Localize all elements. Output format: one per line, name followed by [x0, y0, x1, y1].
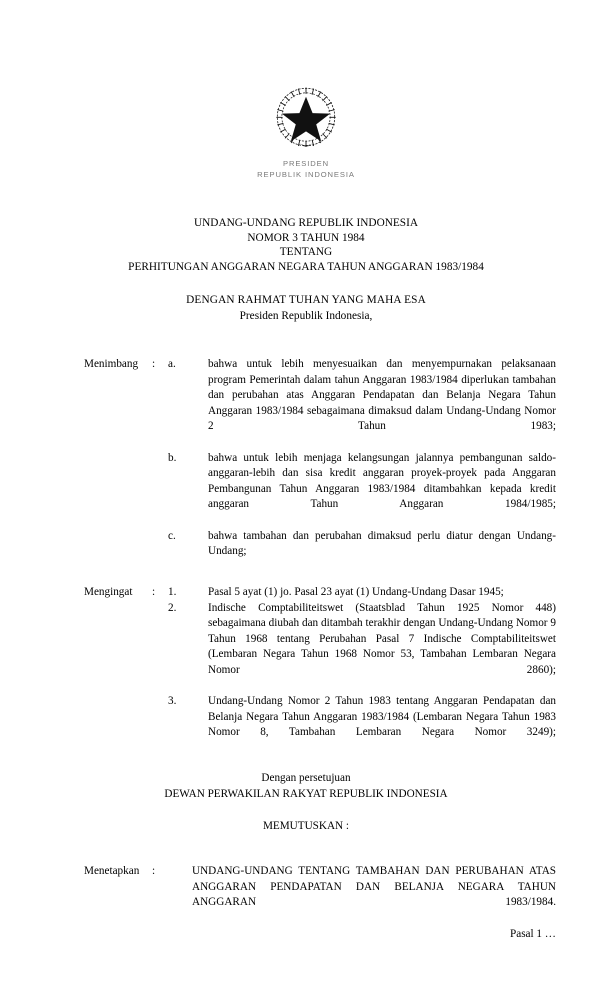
list-item-marker: 2.: [168, 601, 177, 614]
list-item-text: bahwa untuk lebih menyesuaikan dan menyempurnakan pelaksanaan program Pemerintah dalam tahun Anggaran 1983/1984 diperlukan tambahan dan perubahan atas Anggaran Pendapatan dan Belanja Negara Tahun Anggaran 1983/1984 sebagaimana dimaksud dalam Undang-Undang Nomor 2 Tahun 1983;: [208, 358, 556, 433]
list-item-text: bahwa tambahan dan perubahan dimaksud perlu diatur dengan Undang-Undang;: [208, 529, 556, 558]
list-item-marker: a.: [168, 358, 176, 370]
list-item: [84, 451, 556, 529]
list-item: [84, 694, 556, 756]
consent-block: [0, 770, 612, 802]
considerations-block: [84, 357, 556, 575]
title-line-tentang: TENTANG: [279, 246, 333, 259]
emblem-caption-line2: REPUBLIK INDONESIA: [257, 169, 355, 179]
legal-basis-label: Mengingat: [84, 586, 133, 598]
invocation-line2: Presiden Republik Indonesia,: [239, 310, 373, 322]
legal-basis-list: [84, 585, 556, 757]
enactment-text: UNDANG-UNDANG TENTANG TAMBAHAN DAN PERUBAHAN ATAS ANGGARAN PENDAPATAN DAN BELANJA NEGARA TAHUN ANGGARAN 1983/1984.: [192, 865, 556, 909]
emblem-caption-line1: PRESIDEN: [282, 159, 330, 168]
considerations-list: [84, 357, 556, 575]
invocation-line1: DENGAN RAHMAT TUHAN YANG MAHA ESA: [186, 294, 426, 306]
consent-line1: Dengan persetujuan: [261, 772, 351, 784]
list-item-marker: c.: [168, 529, 176, 542]
list-item-marker: b.: [168, 451, 177, 464]
list-item-text: Indische Comptabiliteitswet (Staatsblad Tahun 1925 Nomor 448) sebagaimana diubah dan ditambah terakhir dengan Undang-Undang Nomor 9 Tahun 1968 tentang Perubahan Pasal 7 Indische Comptabiliteitswet (Lembaran Negara Tahun 1968 Nomor 53, Tambahan Lembaran Negara Nomor 2860);: [208, 601, 556, 676]
invocation-block: [0, 292, 612, 324]
consent-line2: DEWAN PERWAKILAN RAKYAT REPUBLIK INDONESIA: [164, 788, 448, 800]
title-line-number: NOMOR 3 TAHUN 1984: [247, 231, 365, 244]
enactment-label: Menetapkan: [84, 865, 140, 877]
list-item-text: Undang-Undang Nomor 2 Tahun 1983 tentang Anggaran Pendapatan dan Belanja Negara Tahun Anggaran 1983/1984 (Lembaran Negara Tahun 1983 Nomor 8, Tambahan Lembaran Negara Nomor 3249);: [208, 695, 556, 739]
emblem-caption: [0, 159, 612, 180]
list-item: [84, 529, 556, 576]
list-item: [84, 601, 556, 695]
considerations-label: Menimbang: [84, 358, 139, 370]
decision-heading: MEMUTUSKAN :: [262, 820, 350, 832]
list-item-marker: 3.: [168, 695, 177, 708]
list-item-text: Pasal 5 ayat (1) jo. Pasal 23 ayat (1) Undang-Undang Dasar 1945;: [208, 586, 504, 598]
continuation-note: Pasal 1 …: [510, 928, 556, 940]
list-item-marker: 1.: [168, 586, 177, 598]
list-item: [84, 357, 556, 451]
title-line-law-type: UNDANG-UNDANG REPUBLIK INDONESIA: [193, 217, 419, 229]
document-title-block: [0, 216, 612, 274]
considerations-colon: :: [152, 358, 156, 370]
title-line-subject: PERHITUNGAN ANGGARAN NEGARA TAHUN ANGGARAN 1983/1984: [128, 260, 484, 273]
legal-basis-block: [84, 585, 556, 757]
emblem-block: [0, 82, 612, 180]
legal-basis-colon: :: [152, 586, 156, 598]
garuda-star-wreath-emblem: [271, 82, 341, 152]
list-item-text: bahwa untuk lebih menjaga kelangsungan jalannya pembangunan saldo-anggaran-lebih dan sisa kredit anggaran proyek-proyek pada Anggaran Pembangunan Tahun Anggaran 1983/1984 ditambahkan kepada kredit anggaran Tahun Anggaran 1984/1985;: [208, 451, 556, 511]
enactment-colon: :: [152, 865, 156, 877]
enactment-block: [84, 864, 556, 926]
list-item: [84, 585, 556, 601]
